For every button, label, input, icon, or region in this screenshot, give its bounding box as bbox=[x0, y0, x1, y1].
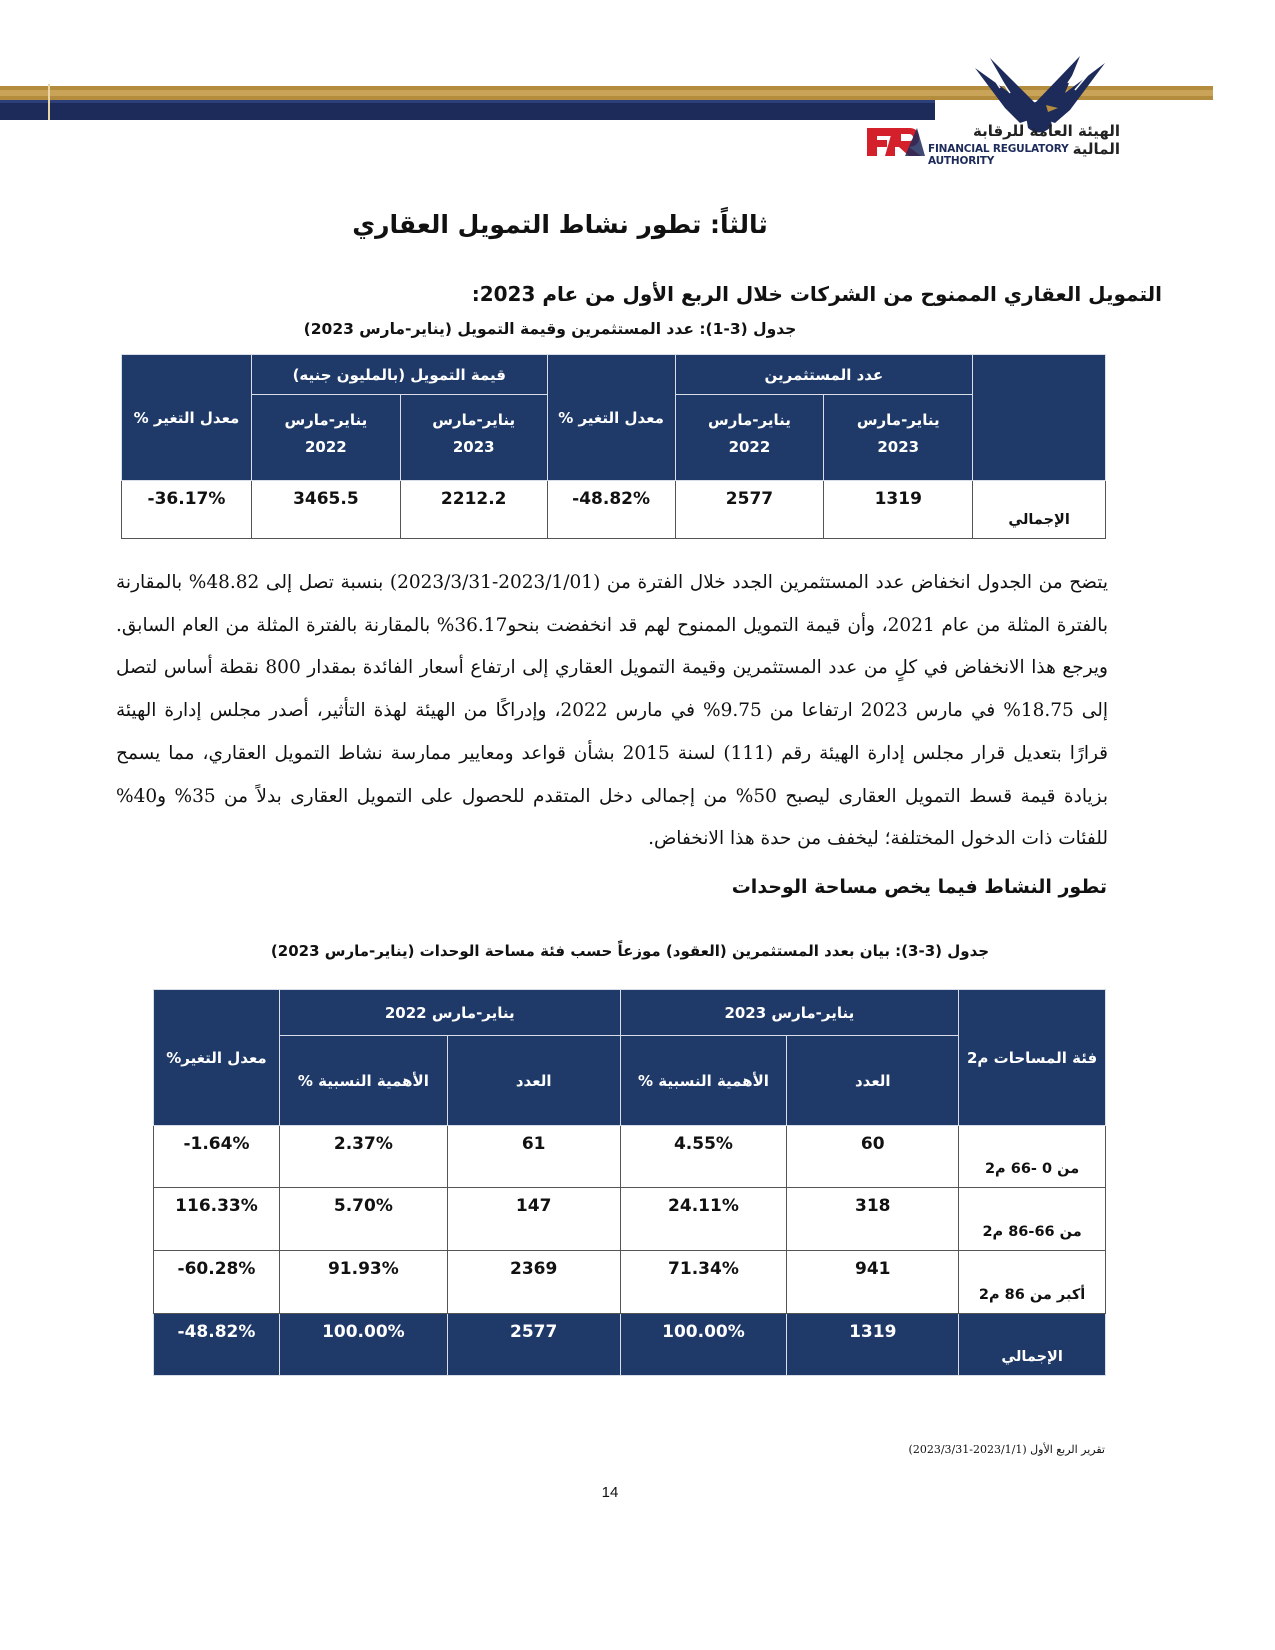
share-2023-header: الأهمية النسبية % bbox=[620, 1036, 787, 1126]
investors-2022-header: يناير-مارس 2022 bbox=[675, 395, 824, 481]
analysis-paragraph: يتضح من الجدول انخفاض عدد المستثمرين الجدد خلال الفترة من (2023/1/01-2023/3/31) بنسبة تصل إلى 48.82% بالمقارنة بالفترة المثلة من عام 2021، وأن قيمة التمويل الممنوح لهم قد انخفضت بنحو36.17% بالمقارنة بالفترة المثلة من العام السابق. ويرجع هذا الانخفاض في كلٍ من عدد المستثمرين وقيمة التمويل العقاري إلى ارتفاع أسعار الفائدة بمقدار 800 نقطة أساس لتصل إلى 18.75% في مارس 2023 ارتفاعا من 9.75% في مارس 2022، وإدراكًا من الهيئة لهذة التأثير، أصدر مجلس إدارة الهيئة قرارًا بتعديل قرار مجلس إدارة الهيئة رقم (111) لسنة 2015 بشأن قواعد ومعايير ممارسة نشاط التمويل العقاري، مما يسمح بزيادة قيمة قسط التمويل العقارى ليصبح 50% من إجمالى دخل المتقدم للحصول على التمويل العقارى بدلاً من 35% و40% للفئات ذات الدخول المختلفة؛ ليخفف من حدة هذا الانخفاض. bbox=[116, 572, 1109, 850]
value-2022-header: يناير-مارس 2022 bbox=[251, 395, 400, 481]
change-header: معدل التغير% bbox=[154, 990, 280, 1126]
category-cell: أكبر من 86 م2 bbox=[959, 1251, 1106, 1314]
value-2023-cell: 2212.2 bbox=[400, 481, 547, 539]
page-number: 14 bbox=[601, 1484, 619, 1501]
category-header: فئة المساحات م2 bbox=[959, 990, 1106, 1126]
count-2023-header: العدد bbox=[787, 1036, 959, 1126]
page-title: ثالثاً: تطور نشاط التمويل العقاري bbox=[352, 210, 768, 239]
share-2022-cell: 5.70% bbox=[279, 1188, 447, 1251]
table-row bbox=[122, 481, 1106, 539]
share-2022-header: الأهمية النسبية % bbox=[279, 1036, 447, 1126]
count-2023-cell: 318 bbox=[787, 1188, 959, 1251]
count-2023-cell: 941 bbox=[787, 1251, 959, 1314]
table1-caption: جدول (3-1): عدد المستثمرين وقيمة التمويل (يناير-مارس 2023) bbox=[303, 320, 797, 338]
value-change-cell: -36.17% bbox=[122, 481, 252, 539]
section-heading: تطور النشاط فيما يخص مساحة الوحدات bbox=[731, 876, 1107, 898]
unit-area-table bbox=[153, 989, 1106, 1376]
header-navy-edge bbox=[0, 100, 935, 103]
total-label-cell: الإجمالي bbox=[959, 1314, 1106, 1376]
investors-2023-cell: 1319 bbox=[824, 481, 973, 539]
change-cell: -1.64% bbox=[154, 1126, 280, 1188]
category-cell: من 0 -66 م2 bbox=[959, 1126, 1106, 1188]
share-2022-cell: 2.37% bbox=[279, 1126, 447, 1188]
investors-group-header: عدد المستثمرين bbox=[675, 355, 973, 395]
change-cell: 116.33% bbox=[154, 1188, 280, 1251]
investors-change-header: معدل التغير % bbox=[547, 355, 675, 481]
change-cell: -60.28% bbox=[154, 1251, 280, 1314]
count-2022-cell: 2369 bbox=[447, 1251, 620, 1314]
total-share-2023-cell: 100.00% bbox=[620, 1314, 787, 1376]
count-2023-cell: 60 bbox=[787, 1126, 959, 1188]
group-2022-header: يناير-مارس 2022 bbox=[279, 990, 620, 1036]
header-divider bbox=[48, 84, 50, 120]
table-row bbox=[154, 1126, 1106, 1188]
total-change-cell: -48.82% bbox=[154, 1314, 280, 1376]
org-name-en: FINANCIAL REGULATORY AUTHORITY bbox=[928, 143, 1069, 167]
value-change-header: معدل التغير % bbox=[122, 355, 252, 481]
row-label-header bbox=[973, 355, 1106, 481]
share-2023-cell: 71.34% bbox=[620, 1251, 787, 1314]
category-cell: من 66-86 م2 bbox=[959, 1188, 1106, 1251]
share-2023-cell: 24.11% bbox=[620, 1188, 787, 1251]
count-2022-cell: 147 bbox=[447, 1188, 620, 1251]
org-name-ar: الهيئة العامة للرقابة المالية bbox=[973, 122, 1120, 158]
share-2023-cell: 4.55% bbox=[620, 1126, 787, 1188]
section-subtitle: التمويل العقاري الممنوح من الشركات خلال الربع الأول من عام 2023: bbox=[471, 282, 1162, 306]
investors-2023-header: يناير-مارس 2023 bbox=[824, 395, 973, 481]
row-label: الإجمالي bbox=[973, 481, 1106, 539]
table-row bbox=[154, 1188, 1106, 1251]
fra-logo bbox=[865, 124, 925, 160]
table-total-row bbox=[154, 1314, 1106, 1376]
total-share-2022-cell: 100.00% bbox=[279, 1314, 447, 1376]
report-footnote: تقرير الربع الأول (2023/1/1-2023/3/31) bbox=[908, 1443, 1105, 1456]
table2-caption: جدول (3-3): بيان بعدد المستثمرين (العقود) موزعاً حسب فئة مساحة الوحدات (يناير-مارس 2023) bbox=[270, 942, 990, 960]
value-2023-header: يناير-مارس 2023 bbox=[400, 395, 547, 481]
group-2023-header: يناير-مارس 2023 bbox=[620, 990, 959, 1036]
investors-change-cell: -48.82% bbox=[547, 481, 675, 539]
total-count-2023-cell: 1319 bbox=[787, 1314, 959, 1376]
total-count-2022-cell: 2577 bbox=[447, 1314, 620, 1376]
value-group-header: قيمة التمويل (بالمليون جنيه) bbox=[251, 355, 547, 395]
value-2022-cell: 3465.5 bbox=[251, 481, 400, 539]
count-2022-header: العدد bbox=[447, 1036, 620, 1126]
table-row bbox=[154, 1251, 1106, 1314]
header-navy-band bbox=[0, 100, 935, 120]
investors-2022-cell: 2577 bbox=[675, 481, 824, 539]
share-2022-cell: 91.93% bbox=[279, 1251, 447, 1314]
investors-value-table bbox=[121, 354, 1106, 539]
count-2022-cell: 61 bbox=[447, 1126, 620, 1188]
